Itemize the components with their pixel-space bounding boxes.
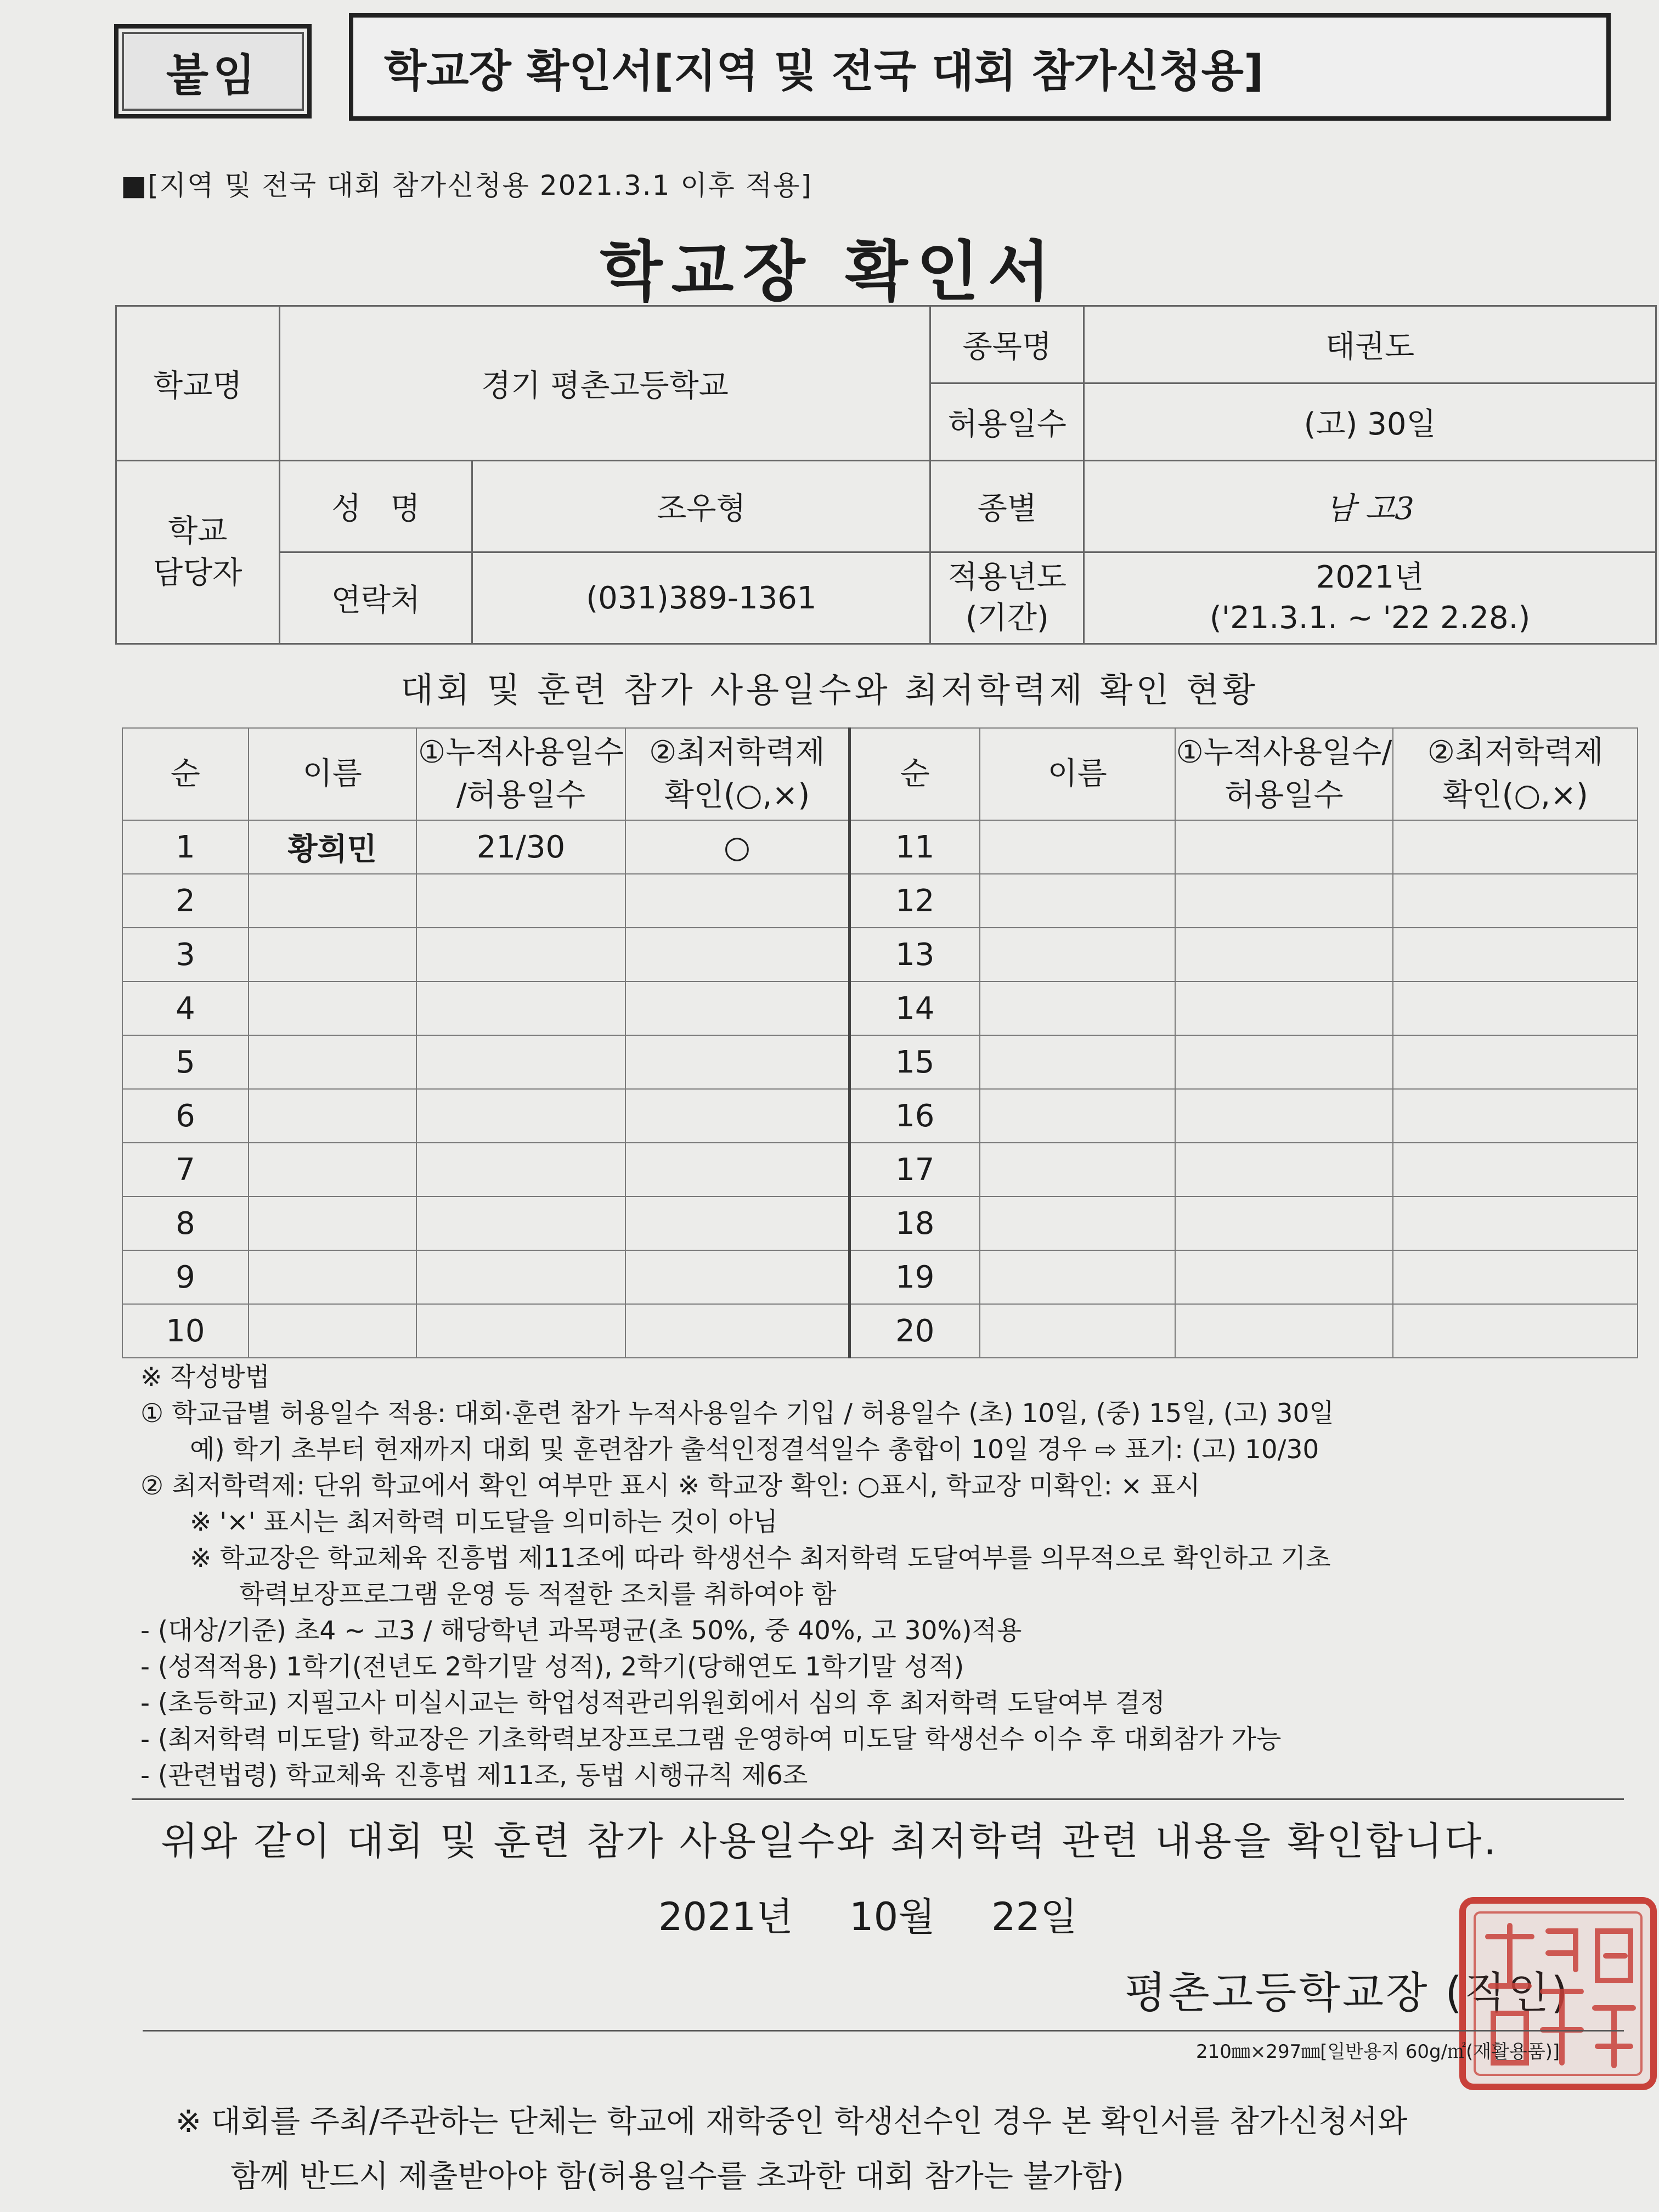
- cumulative-days: [416, 1143, 626, 1197]
- row-number: 7: [122, 1143, 249, 1197]
- academic-check: [1393, 1304, 1638, 1358]
- applicability-note: ■[지역 및 전국 대회 참가신청용 2021.3.1 이후 적용]: [121, 170, 812, 201]
- manager-name-label: 성 명: [279, 461, 472, 552]
- cumulative-days: [416, 1197, 626, 1250]
- note-x-meaning: ※ '×' 표시는 최저학력 미도달을 의미하는 것이 아님: [190, 1507, 778, 1537]
- contact-label: 연락처: [279, 552, 472, 644]
- note-allowed-days-example: 예) 학기 초부터 현재까지 대회 및 훈련참가 출석인정결석일수 총합이 10일 경우 ⇨ 표기: (고) 10/30: [190, 1435, 1319, 1465]
- academic-check: [1393, 820, 1638, 874]
- cumulative-days: [416, 1035, 626, 1089]
- col-days-right: ①누적사용일수/ 허용일수: [1175, 728, 1393, 820]
- student-name: [980, 874, 1175, 928]
- row-number: 12: [849, 874, 980, 928]
- cumulative-days: [1175, 1197, 1393, 1250]
- col-check-right: ②최저학력제 확인(○,×): [1393, 728, 1638, 820]
- instructions: [140, 1359, 1633, 1794]
- student-name: [980, 1304, 1175, 1358]
- note-target-criteria: - (대상/기준) 초4 ~ 고3 / 해당학년 과목평균(초 50%, 중 40%, 고 30%)적용: [140, 1616, 1022, 1646]
- cumulative-days: [416, 981, 626, 1035]
- form-header-title: 학교장 확인서[지역 및 전국 대회 참가신청용]: [349, 13, 1611, 121]
- row-number: 6: [122, 1089, 249, 1143]
- academic-check: [625, 928, 849, 981]
- academic-check: ○: [625, 820, 849, 874]
- date-month: 10월: [849, 1894, 935, 1939]
- row-number: 16: [849, 1089, 980, 1143]
- student-name: [249, 1143, 416, 1197]
- footer-note: [176, 2095, 1407, 2204]
- academic-check: [625, 981, 849, 1035]
- row-number: 4: [122, 981, 249, 1035]
- date-day: 22일: [991, 1894, 1077, 1939]
- col-check-left: ②최저학력제 확인(○,×): [625, 728, 849, 820]
- participation-table: [122, 727, 1638, 1358]
- col-no-left: 순: [122, 728, 249, 820]
- cumulative-days: [1175, 874, 1393, 928]
- cumulative-days: [416, 1250, 626, 1304]
- row-number: 18: [849, 1197, 980, 1250]
- academic-check: [625, 1143, 849, 1197]
- divider: [143, 2030, 1624, 2032]
- row-number: 15: [849, 1035, 980, 1089]
- row-number: 9: [122, 1250, 249, 1304]
- academic-check: [625, 1197, 849, 1250]
- cumulative-days: 21/30: [416, 820, 626, 874]
- note-principal-duty: ※ 학교장은 학교체육 진흥법 제11조에 따라 학생선수 최저학력 도달여부를 의무적으로 확인하고 기초: [190, 1543, 1331, 1573]
- student-name: [249, 874, 416, 928]
- applicable-year-value: 2021년 ('21.3.1. ~ '22 2.28.): [1084, 552, 1656, 644]
- student-name: [249, 1089, 416, 1143]
- table-row: [122, 1143, 1638, 1197]
- row-number: 8: [122, 1197, 249, 1250]
- cumulative-days: [1175, 1035, 1393, 1089]
- academic-check: [1393, 874, 1638, 928]
- applicable-year-label: 적용년도 (기간): [930, 552, 1084, 644]
- sport-value: 태권도: [1084, 306, 1656, 383]
- academic-check: [625, 1304, 849, 1358]
- student-name: [249, 1304, 416, 1358]
- note-allowed-days: ① 학교급별 허용일수 적용: 대회·훈련 참가 누적사용일수 기입 / 허용일수 (초) 10일, (중) 15일, (고) 30일: [140, 1398, 1334, 1429]
- cumulative-days: [1175, 1143, 1393, 1197]
- student-name: [980, 981, 1175, 1035]
- document-title: 학교장 확인서: [600, 234, 1059, 309]
- cumulative-days: [1175, 1250, 1393, 1304]
- note-elementary: - (초등학교) 지필고사 미실시교는 학업성적관리위원회에서 심의 후 최저학력 도달여부 결정: [140, 1688, 1165, 1718]
- academic-check: [625, 1035, 849, 1089]
- student-name: [980, 1197, 1175, 1250]
- academic-check: [1393, 1143, 1638, 1197]
- cumulative-days: [1175, 1304, 1393, 1358]
- col-name-left: 이름: [249, 728, 416, 820]
- issue-date: [658, 1886, 1077, 1942]
- row-number: 5: [122, 1035, 249, 1089]
- note-principal-duty-cont: 학력보장프로그램 운영 등 적절한 조치를 취하여야 함: [239, 1579, 837, 1610]
- row-number: 10: [122, 1304, 249, 1358]
- cumulative-days: [416, 874, 626, 928]
- paper-spec: 210㎜×297㎜[일반용지 60g/㎡(재활용품)]: [1196, 2041, 1560, 2063]
- academic-check: [1393, 928, 1638, 981]
- student-name: [980, 1035, 1175, 1089]
- student-name: [249, 1250, 416, 1304]
- category-label: 종별: [930, 461, 1084, 552]
- academic-check: [625, 1089, 849, 1143]
- cumulative-days: [1175, 981, 1393, 1035]
- row-number: 19: [849, 1250, 980, 1304]
- row-number: 20: [849, 1304, 980, 1358]
- school-manager-label: 학교 담당자: [116, 461, 280, 644]
- student-name: [980, 1250, 1175, 1304]
- academic-check: [1393, 1089, 1638, 1143]
- table-row: [122, 1197, 1638, 1250]
- academic-check: [1393, 981, 1638, 1035]
- manager-name-value: 조우형: [472, 461, 930, 552]
- principal-signature: 평촌고등학교장 (직인): [1125, 1968, 1570, 2018]
- col-no-right: 순: [849, 728, 980, 820]
- note-grade-application: - (성적적용) 1학기(전년도 2학기말 성적), 2학기(당해연도 1학기말 성적): [140, 1652, 964, 1682]
- cumulative-days: [1175, 820, 1393, 874]
- note-not-met: - (최저학력 미도달) 학교장은 기초학력보장프로그램 운영하여 미도달 학생선수 이수 후 대회참가 가능: [140, 1724, 1282, 1754]
- school-info-table: [115, 305, 1657, 645]
- date-year: 2021년: [658, 1894, 793, 1939]
- instructions-heading: ※ 작성방법: [140, 1362, 270, 1392]
- row-number: 1: [122, 820, 249, 874]
- row-number: 13: [849, 928, 980, 981]
- table-row: [122, 874, 1638, 928]
- school-name-value: 경기 평촌고등학교: [279, 306, 930, 461]
- table-row: [122, 820, 1638, 874]
- school-name-label: 학교명: [116, 306, 280, 461]
- allowed-days-label: 허용일수: [930, 383, 1084, 461]
- student-name: [980, 1089, 1175, 1143]
- footer-line-1: ※ 대회를 주최/주관하는 단체는 학교에 재학중인 학생선수인 경우 본 확인서를 참가신청서와: [176, 2104, 1408, 2140]
- allowed-days-value: (고) 30일: [1084, 383, 1656, 461]
- table-row: [122, 1035, 1638, 1089]
- student-name: [249, 1035, 416, 1089]
- cumulative-days: [416, 1304, 626, 1358]
- table-header-row: [122, 728, 1638, 820]
- note-min-academic: ② 최저학력제: 단위 학교에서 확인 여부만 표시 ※ 학교장 확인: ○표시, 학교장 미확인: × 표시: [140, 1471, 1200, 1501]
- academic-check: [1393, 1035, 1638, 1089]
- student-name: [980, 1143, 1175, 1197]
- cumulative-days: [1175, 1089, 1393, 1143]
- student-name: 황희민: [249, 820, 416, 874]
- row-number: 2: [122, 874, 249, 928]
- cumulative-days: [416, 1089, 626, 1143]
- table-row: [122, 1089, 1638, 1143]
- note-related-law: - (관련법령) 학교체육 진흥법 제11조, 동법 시행규칙 제6조: [140, 1760, 808, 1791]
- col-name-right: 이름: [980, 728, 1175, 820]
- student-name: [980, 928, 1175, 981]
- row-number: 3: [122, 928, 249, 981]
- academic-check: [625, 1250, 849, 1304]
- table-row: [122, 928, 1638, 981]
- table-row: [122, 1250, 1638, 1304]
- sport-label: 종목명: [930, 306, 1084, 383]
- row-number: 11: [849, 820, 980, 874]
- cumulative-days: [416, 928, 626, 981]
- student-name: [249, 928, 416, 981]
- student-name: [249, 981, 416, 1035]
- footer-line-2: 함께 반드시 제출받아야 함(허용일수를 초과한 대회 참가는 불가함): [230, 2159, 1124, 2194]
- confirmation-statement: 위와 같이 대회 및 훈련 참가 사용일수와 최저학력 관련 내용을 확인합니다.: [161, 1819, 1498, 1864]
- table-row: [122, 1304, 1638, 1358]
- table-row: [122, 981, 1638, 1035]
- divider: [132, 1798, 1624, 1800]
- academic-check: [1393, 1197, 1638, 1250]
- student-name: [249, 1197, 416, 1250]
- contact-value: (031)389-1361: [472, 552, 930, 644]
- section-title: 대회 및 훈련 참가 사용일수와 최저학력제 확인 현황: [400, 670, 1259, 710]
- row-number: 14: [849, 981, 980, 1035]
- attachment-label: 붙임: [114, 24, 312, 119]
- category-value: 남 고3: [1084, 461, 1656, 552]
- academic-check: [1393, 1250, 1638, 1304]
- cumulative-days: [1175, 928, 1393, 981]
- academic-check: [625, 874, 849, 928]
- row-number: 17: [849, 1143, 980, 1197]
- student-name: [980, 820, 1175, 874]
- col-days-left: ①누적사용일수 /허용일수: [416, 728, 626, 820]
